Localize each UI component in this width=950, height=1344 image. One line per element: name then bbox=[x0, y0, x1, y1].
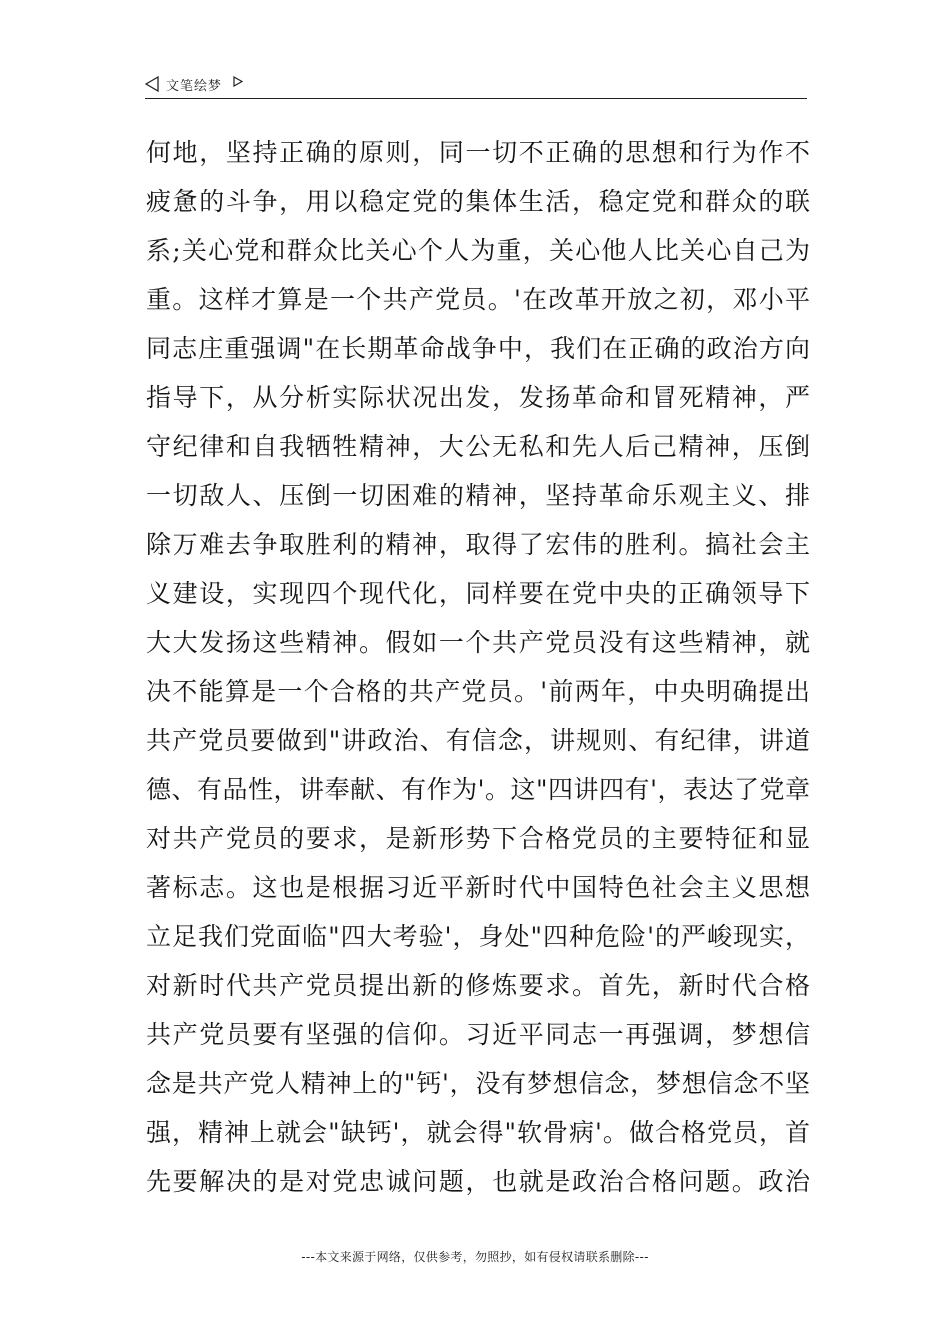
text-line: 立足我们党面临"四大考验'，身处"四种危险'的严峻现实， bbox=[146, 922, 810, 951]
text-line: 德、有品性，讲奉献、有作为'。这"四讲四有'，表达了党章 bbox=[146, 775, 810, 804]
text-line: 对新时代共产党员提出新的修炼要求。首先，新时代合格 bbox=[146, 971, 810, 1000]
text-line: 一切敌人、压倒一切困难的精神，坚持革命乐观主义、排 bbox=[146, 481, 810, 510]
text-line: 系;关心党和群众比关心个人为重，关心他人比关心自己为 bbox=[146, 236, 810, 265]
text-line: 强，精神上就会"缺钙'，就会得"软骨病'。做合格党员，首 bbox=[146, 1118, 810, 1147]
text-line: 指导下，从分析实际状况出发，发扬革命和冒死精神，严 bbox=[146, 383, 810, 412]
page-footer: ---本文来源于网络，仅供参考，勿照抄，如有侵权请联系删除--- bbox=[301, 1250, 649, 1264]
text-line: 疲惫的斗争，用以稳定党的集体生活，稳定党和群众的联 bbox=[146, 187, 810, 216]
document-body bbox=[146, 128, 810, 1206]
text-line: 重。这样才算是一个共产党员。'在改革开放之初，邓小平 bbox=[146, 285, 810, 314]
text-line: 大大发扬这些精神。假如一个共产党员没有这些精神，就 bbox=[146, 628, 810, 657]
text-line: 何地，坚持正确的原则，同一切不正确的思想和行为作不 bbox=[146, 138, 810, 167]
page-header bbox=[145, 70, 807, 99]
text-line: 决不能算是一个合格的共产党员。'前两年，中央明确提出 bbox=[146, 677, 810, 706]
text-line: 守纪律和自我牺牲精神，大公无私和先人后己精神，压倒 bbox=[146, 432, 810, 461]
text-line: 除万难去争取胜利的精神，取得了宏伟的胜利。搞社会主 bbox=[146, 530, 810, 559]
triangle-right-icon bbox=[233, 76, 243, 87]
text-line: 共产党员要有坚强的信仰。习近平同志一再强调，梦想信 bbox=[146, 1020, 810, 1049]
triangle-left-icon bbox=[145, 76, 159, 92]
text-line: 义建设，实现四个现代化，同样要在党中央的正确领导下 bbox=[146, 579, 810, 608]
text-line: 对共产党员的要求，是新形势下合格党员的主要特征和显 bbox=[146, 824, 810, 853]
text-line: 先要解决的是对党忠诚问题，也就是政治合格问题。政治 bbox=[146, 1167, 810, 1196]
text-line: 著标志。这也是根据习近平新时代中国特色社会主义思想 bbox=[146, 873, 810, 902]
text-line: 同志庄重强调"在长期革命战争中，我们在正确的政治方向 bbox=[146, 334, 810, 363]
text-line: 念是共产党人精神上的"钙'，没有梦想信念，梦想信念不坚 bbox=[146, 1069, 810, 1098]
text-line: 共产党员要做到"讲政治、有信念，讲规则、有纪律，讲道 bbox=[146, 726, 810, 755]
header-brand: 文笔绘梦 bbox=[166, 79, 223, 94]
